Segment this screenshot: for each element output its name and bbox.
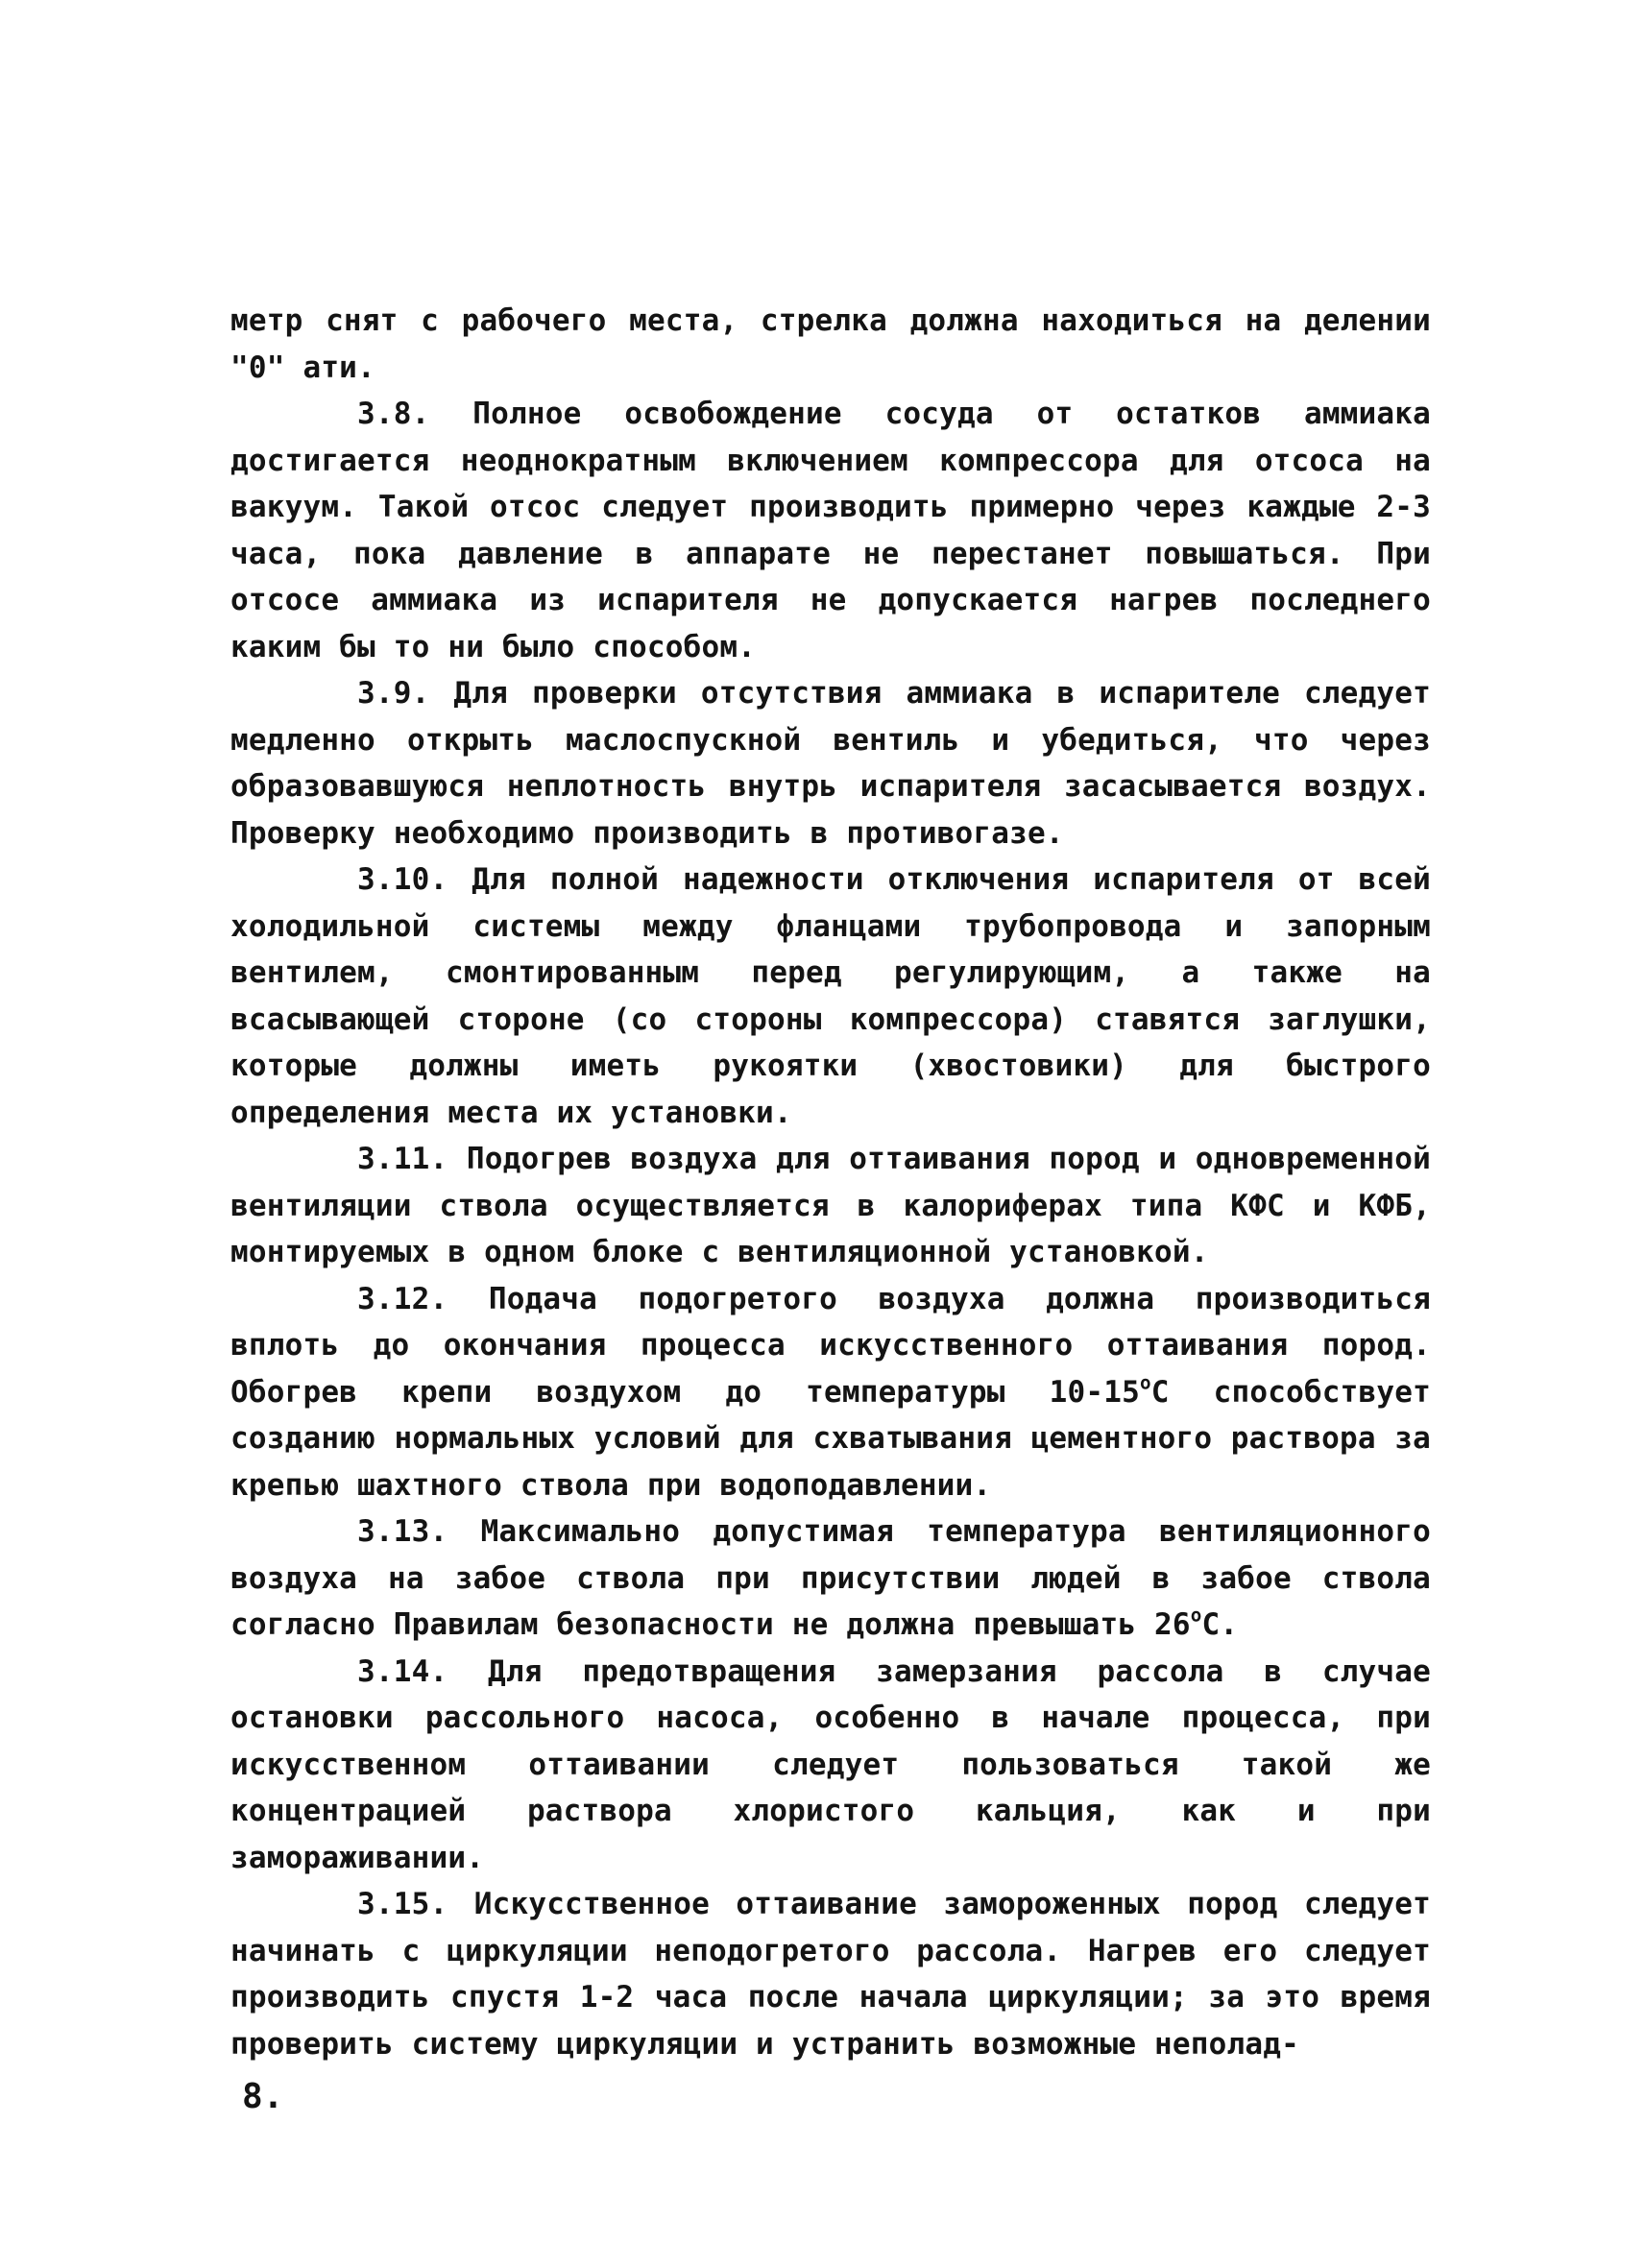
paragraph-3-8: 3.8. Полное освобождение сосуда от остатков аммиака достигается неоднократным включением компрессора для отсоса на вакуум. Такой отсос следует производить примерно через каждые 2-3 часа, пока давление в аппарате не перестанет повышаться. При отсосе аммиака из испарителя не допускается нагрев последнего каким бы то ни было способом. [230,397,1431,664]
paragraph-3-9: 3.9. Для проверки отсутствия аммиака в испарителе следует медленно открыть маслоспускной вентиль и убедиться, что через образовавшуюся неплотность внутрь испарителя засасывается воздух. Проверку необходимо производить в противогазе. [230,676,1431,851]
body-text [230,298,1431,2067]
paragraph-3-12-part1: 3.12. Подача подогретого воздуха должна производиться вплоть до окончания процесса искусственного оттаивания пород. Обогрев крепи воздухом до температуры 10-15 [230,1281,1431,1410]
paragraph-3-11: 3.11. Подогрев воздуха для оттаивания пород и одновременной вентиляции ствола осуществляется в калориферах типа КФС и КФБ, монтируемых в одном блоке с вентиляционной установкой. [230,1142,1431,1269]
paragraph-3-12 [230,1276,1431,1509]
degree-sup: о [1139,1371,1151,1394]
paragraph-3-12-part2: С способствует созданию нормальных условий для схватывания цементного раствора за крепью шахтного ствола при водоподавлении. [230,1374,1431,1503]
paragraph-continuation: метр снят с рабочего места, стрелка должна находиться на делении "0" ати. [230,303,1431,385]
paragraph-3-10: 3.10. Для полной надежности отключения испарителя от всей холодильной системы между фланцами трубопровода и запорным вентилем, смонтированным перед регулирующим, а также на всасывающей стороне (со стороны компрессора) ставятся заглушки, которые должны иметь рукоятки (хвостовики) для быстрого определения места их установки. [230,862,1431,1130]
paragraph-3-13 [230,1508,1431,1649]
paragraph-3-14: 3.14. Для предотвращения замерзания рассола в случае остановки рассольного насоса, особенно в начале процесса, при искусственном оттаивании следует пользоваться такой же концентрацией раствора хлористого кальция, как и при замораживании. [230,1653,1431,1875]
paragraph-3-13-part2: С. [1201,1607,1239,1642]
page-number: 8. [242,2077,284,2116]
paragraph-3-13-part1: 3.13. Максимально допустимая температура вентиляционного воздуха на забое ствола при присутствии людей в забое ствола согласно Правилам безопасности не должна превышать 26 [230,1514,1431,1642]
degree-sup: о [1190,1604,1202,1627]
paragraph-3-15: 3.15. Искусственное оттаивание замороженных пород следует начинать с циркуляции неподогретого рассола. Нагрев его следует производить спустя 1-2 часа после начала циркуляции; за это время проверить систему циркуляции и устранить возможные неполад- [230,1887,1431,2062]
